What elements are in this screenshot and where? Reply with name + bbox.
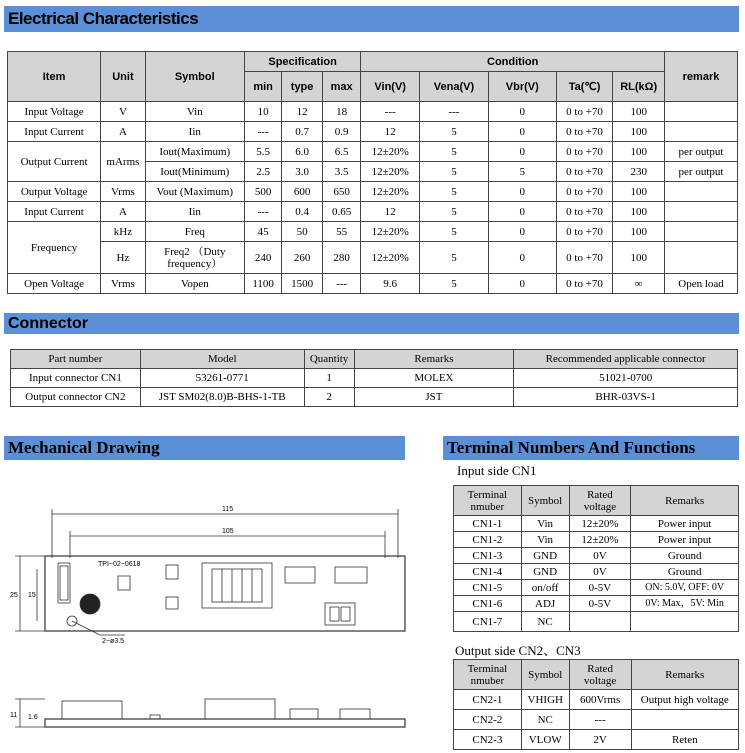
cell: A: [101, 122, 146, 142]
table-row: [11, 388, 738, 407]
cell: Input connector CN1: [11, 369, 141, 388]
cell: 0: [488, 102, 556, 122]
cell: 100: [613, 222, 665, 242]
cell: ---: [244, 202, 281, 222]
cell: Open Voltage: [8, 274, 101, 294]
cell: 600Vrms: [569, 690, 631, 710]
cell: 0 to +70: [556, 122, 613, 142]
cell: Output Voltage: [8, 182, 101, 202]
cell: 12±20%: [361, 182, 420, 202]
cell: Vin: [521, 532, 569, 548]
cell: CN1-4: [454, 564, 522, 580]
cell: 2V: [569, 730, 631, 750]
header-symbol: Symbol: [145, 52, 244, 102]
cell: mArms: [101, 142, 146, 182]
cell: 0: [488, 222, 556, 242]
cell: 0-5V: [569, 580, 631, 596]
header-type: type: [282, 72, 322, 102]
cell: CN2-1: [454, 690, 522, 710]
cell: NC: [521, 612, 569, 632]
header-symbol: Symbol: [521, 660, 569, 690]
cell: 12±20%: [361, 162, 420, 182]
cell: [631, 710, 738, 730]
cell: [631, 612, 739, 632]
cell: 0 to +70: [556, 142, 613, 162]
cell: 2: [304, 388, 354, 407]
cell: VLOW: [521, 730, 569, 750]
dim-11: 11: [10, 712, 18, 719]
cell: GND: [521, 564, 569, 580]
cell: ---: [244, 122, 281, 142]
cell: Output high voltage: [631, 690, 738, 710]
cell: 1: [304, 369, 354, 388]
cell: 12: [361, 122, 420, 142]
cell: GND: [521, 548, 569, 564]
table-row: [454, 580, 739, 596]
cell: ---: [420, 102, 489, 122]
header-ta: Ta(℃): [556, 72, 613, 102]
cell: Hz: [101, 242, 146, 274]
cell: 12±20%: [361, 222, 420, 242]
header-part: Part number: [11, 350, 141, 369]
cell: 5: [420, 202, 489, 222]
connector-title: Connector: [4, 313, 739, 334]
cell: CN1-3: [454, 548, 522, 564]
header-min: min: [244, 72, 281, 102]
cell: Iin: [145, 122, 244, 142]
cell: 55: [322, 222, 360, 242]
cell: 6.5: [322, 142, 360, 162]
header-remarks: Remarks: [631, 660, 738, 690]
cell: 0 to +70: [556, 222, 613, 242]
cell: BHR-03VS-1: [514, 388, 738, 407]
input-side-title: Input side CN1: [457, 463, 537, 478]
table-row: [454, 596, 739, 612]
header-spec: Specification: [244, 52, 360, 72]
cell: Reten: [631, 730, 738, 750]
cell: 0-5V: [569, 596, 631, 612]
cell: Ground: [631, 564, 739, 580]
dim-115: 115: [222, 506, 234, 513]
cell: 100: [613, 102, 665, 122]
cell: 650: [322, 182, 360, 202]
cell: CN1-5: [454, 580, 522, 596]
cell: VHIGH: [521, 690, 569, 710]
mechanical-drawing: [0, 463, 420, 753]
header-rl: RL(kΩ): [613, 72, 665, 102]
cell: kHz: [101, 222, 146, 242]
cell: 53261-0771: [140, 369, 304, 388]
cell: Open load: [665, 274, 738, 294]
cell: Power input: [631, 532, 739, 548]
connector-table: [10, 349, 738, 407]
mechanical-title: Mechanical Drawing: [4, 436, 405, 460]
cell: Iout(Maximum): [145, 142, 244, 162]
cell: 5: [420, 242, 489, 274]
cell: Output Current: [8, 142, 101, 182]
header-remarks: Remarks: [631, 486, 739, 516]
cell: 100: [613, 122, 665, 142]
cell: 0 to +70: [556, 242, 613, 274]
cell: 12±20%: [361, 142, 420, 162]
cell: 5: [420, 182, 489, 202]
cell: 0.65: [322, 202, 360, 222]
cell: 12±20%: [569, 516, 631, 532]
table-row: [454, 612, 739, 632]
table-row: [11, 369, 738, 388]
cell: Vopen: [145, 274, 244, 294]
cell: 0 to +70: [556, 202, 613, 222]
cell: [665, 202, 738, 222]
cell: 230: [613, 162, 665, 182]
cell: CN1-2: [454, 532, 522, 548]
cell: Input Current: [8, 122, 101, 142]
table-row: [8, 202, 738, 222]
cell: 3.0: [282, 162, 322, 182]
cell: per output: [665, 162, 738, 182]
cell: JST SM02(8.0)B-BHS-1-TB: [140, 388, 304, 407]
dim-15: 15: [28, 592, 36, 599]
cell: [569, 612, 631, 632]
cell: 3.5: [322, 162, 360, 182]
cell: 1500: [282, 274, 322, 294]
cell: 100: [613, 202, 665, 222]
cell: 12: [282, 102, 322, 122]
table-row: [8, 102, 738, 122]
header-qty: Quantity: [304, 350, 354, 369]
cell: 5: [420, 162, 489, 182]
terminal-title: Terminal Numbers And Functions: [443, 436, 739, 460]
cell: 280: [322, 242, 360, 274]
output-side-title: Output side CN2、CN3: [455, 643, 581, 658]
cell: CN1-7: [454, 612, 522, 632]
table-row: [8, 274, 738, 294]
cell: 12±20%: [569, 532, 631, 548]
header-vbr: Vbr(V): [488, 72, 556, 102]
cell: 0: [488, 122, 556, 142]
header-model: Model: [140, 350, 304, 369]
cell: Output connector CN2: [11, 388, 141, 407]
dim-105: 105: [222, 528, 234, 535]
cell: 12: [361, 202, 420, 222]
cell: NC: [521, 710, 569, 730]
cell: 0 to +70: [556, 162, 613, 182]
header-term: Terminal nmuber: [454, 660, 522, 690]
header-symbol: Symbol: [521, 486, 569, 516]
table-row: [454, 730, 739, 750]
cell: 260: [282, 242, 322, 274]
cell: Freq: [145, 222, 244, 242]
header-term: Terminal nmuber: [454, 486, 522, 516]
cell: Input Voltage: [8, 102, 101, 122]
cell: 10: [244, 102, 281, 122]
table-row: [454, 710, 739, 730]
cell: 12±20%: [361, 242, 420, 274]
header-condition: Condition: [361, 52, 665, 72]
table-row: [454, 516, 739, 532]
header-rated: Rated voltage: [569, 486, 631, 516]
cell: per output: [665, 142, 738, 162]
cell: Power input: [631, 516, 739, 532]
cell: CN2-2: [454, 710, 522, 730]
cell: [665, 102, 738, 122]
cell: Iout(Minimum): [145, 162, 244, 182]
header-vin: Vin(V): [361, 72, 420, 102]
cell: 0V: [569, 548, 631, 564]
cell: 5.5: [244, 142, 281, 162]
cell: [665, 222, 738, 242]
cell: 45: [244, 222, 281, 242]
cell: 600: [282, 182, 322, 202]
cell: 0V: [569, 564, 631, 580]
table-row: [8, 122, 738, 142]
header-max: max: [322, 72, 360, 102]
cell: 240: [244, 242, 281, 274]
dim-25: 25: [10, 592, 18, 599]
cell: 51021-0700: [514, 369, 738, 388]
table-row: [454, 690, 739, 710]
electrical-table: [7, 51, 738, 294]
input-terminal-table: [453, 485, 739, 632]
electrical-title: Electrical Characteristics: [4, 6, 739, 32]
cell: 1100: [244, 274, 281, 294]
cell: 5: [420, 222, 489, 242]
cell: MOLEX: [354, 369, 514, 388]
dim-hole: 2−ø3.5: [102, 638, 124, 645]
cell: 100: [613, 142, 665, 162]
cell: CN1-6: [454, 596, 522, 612]
cell: 500: [244, 182, 281, 202]
cell: 0V: Max，5V: Min: [631, 596, 739, 612]
dim-h: 1.6: [28, 714, 38, 721]
cell: 50: [282, 222, 322, 242]
cell: 0.7: [282, 122, 322, 142]
table-row: [454, 564, 739, 580]
cell: 0.9: [322, 122, 360, 142]
cell: 18: [322, 102, 360, 122]
cell: Freq2 （Duty frequency）: [145, 242, 244, 274]
cell: ∞: [613, 274, 665, 294]
header-unit: Unit: [101, 52, 146, 102]
cell: 2.5: [244, 162, 281, 182]
cell: Vrms: [101, 274, 146, 294]
header-rated: Rated voltage: [569, 660, 631, 690]
cell: 5: [420, 274, 489, 294]
cell: Ground: [631, 548, 739, 564]
cell: 0: [488, 274, 556, 294]
cell: [665, 182, 738, 202]
cell: Vin: [521, 516, 569, 532]
output-terminal-table: [453, 659, 739, 750]
table-row: [454, 532, 739, 548]
cell: 0 to +70: [556, 274, 613, 294]
cell: 0 to +70: [556, 182, 613, 202]
cell: ---: [322, 274, 360, 294]
cell: 5: [420, 142, 489, 162]
cell: [665, 242, 738, 274]
header-remark: remark: [665, 52, 738, 102]
cell: ADJ: [521, 596, 569, 612]
cell: 0: [488, 182, 556, 202]
cell: Vrms: [101, 182, 146, 202]
table-row: [8, 182, 738, 202]
header-item: Item: [8, 52, 101, 102]
cell: [665, 122, 738, 142]
cell: CN2-3: [454, 730, 522, 750]
cell: 100: [613, 182, 665, 202]
board-label: TPI−02−0618: [98, 561, 141, 568]
cell: V: [101, 102, 146, 122]
header-vena: Vena(V): [420, 72, 489, 102]
cell: A: [101, 202, 146, 222]
cell: ON: 5.0V, OFF: 0V: [631, 580, 739, 596]
header-remarks: Remarks: [354, 350, 514, 369]
cell: Iin: [145, 202, 244, 222]
cell: 0.4: [282, 202, 322, 222]
table-row: [8, 242, 738, 274]
cell: 9.6: [361, 274, 420, 294]
cell: 5: [488, 162, 556, 182]
cell: ---: [569, 710, 631, 730]
cell: 0: [488, 202, 556, 222]
cell: Input Current: [8, 202, 101, 222]
table-row: [454, 548, 739, 564]
cell: 100: [613, 242, 665, 274]
cell: ---: [361, 102, 420, 122]
cell: Vin: [145, 102, 244, 122]
cell: Vout (Maximum): [145, 182, 244, 202]
cell: 6.0: [282, 142, 322, 162]
cell: JST: [354, 388, 514, 407]
header-rec: Recommended applicable connector: [514, 350, 738, 369]
cell: 0: [488, 242, 556, 274]
cell: on/off: [521, 580, 569, 596]
cell: 0 to +70: [556, 102, 613, 122]
table-row: [8, 222, 738, 242]
cell: 5: [420, 122, 489, 142]
cell: CN1-1: [454, 516, 522, 532]
table-row: [8, 142, 738, 162]
cell: Frequency: [8, 222, 101, 274]
cell: 0: [488, 142, 556, 162]
